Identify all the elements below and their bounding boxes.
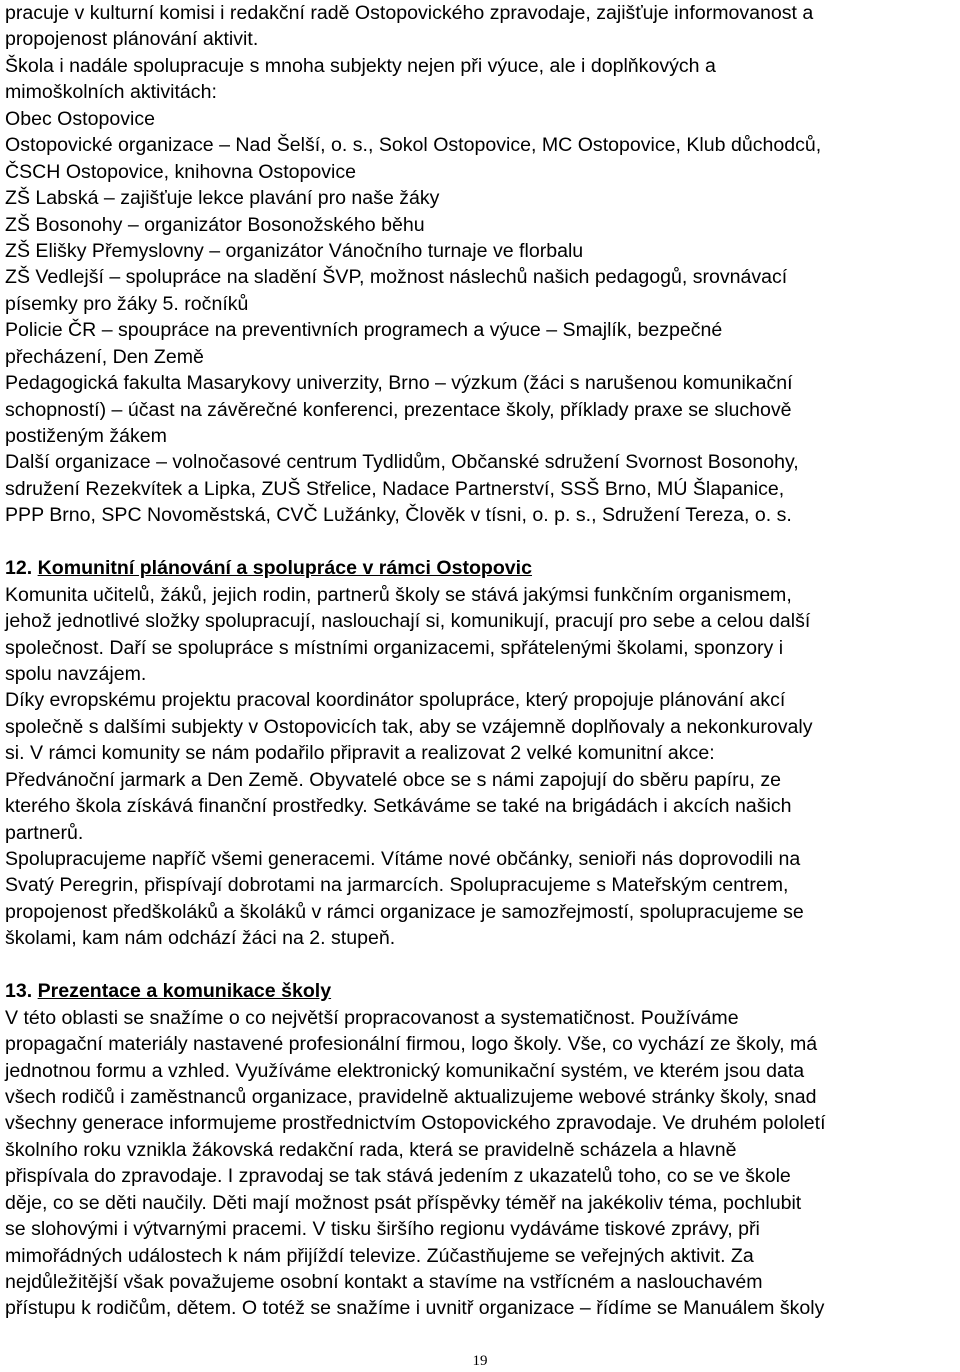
- section-13-body: [5, 1005, 957, 1322]
- text-line: propojenost plánování aktivit.: [5, 28, 259, 51]
- text-line: společně s dalšími subjekty v Ostopovicích tak, aby se vzájemně doplňovaly a nekonkurovaly: [5, 715, 813, 738]
- text-line: propagační materiály nastavené profesionální firmou, logo školy. Vše, co vychází ze školy, má: [5, 1033, 818, 1056]
- text-line: společnost. Daří se spolupráce s místními organizacemi, spřátelenými školami, sponzory i: [5, 636, 784, 659]
- text-line: přecházení, Den Země: [5, 345, 204, 368]
- text-line: jednotnou formu a vzhled. Využíváme elektronický komunikační systém, ve kterém jsou data: [5, 1059, 805, 1082]
- text-line: nejdůležitější však považujeme osobní kontakt a stavíme na vstřícném a naslouchavém: [5, 1271, 763, 1293]
- page-number: 19: [472, 1353, 488, 1369]
- text-line: V této oblasti se snažíme o co největší propracovanost a systematičnost. Používáme: [5, 1006, 739, 1029]
- text-line: sdružení Rezekvítek a Lipka, ZUŠ Střelice, Nadace Partnerství, SSŠ Brno, MÚ Šlapanice,: [5, 477, 785, 500]
- document-page: [5, 0, 957, 1322]
- text-line: kterého škola získává finanční prostředky. Setkáváme se také na brigádách i akcích našich: [5, 795, 792, 818]
- text-line: Díky evropskému projektu pracoval koordinátor spolupráce, který propojuje plánování akcí: [5, 689, 786, 712]
- text-line: Obec Ostopovice: [5, 107, 155, 130]
- text-line: Ostopovické organizace – Nad Šelší, o. s., Sokol Ostopovice, MC Ostopovice, Klub důchodců,: [5, 134, 822, 157]
- text-line: jehož jednotlivé složky spolupracují, naslouchají si, komunikují, pracují pro sebe a celou další: [5, 610, 811, 633]
- text-line: školami, kam nám odchází žáci na 2. stupeň.: [5, 927, 396, 950]
- paragraph-gap: [5, 952, 957, 978]
- text-line: školního roku vznikla žákovská redakční rada, která se pravidelně scházela a hlavně: [5, 1138, 737, 1161]
- text-line: ZŠ Elišky Přemyslovny – organizátor Vánočního turnaje ve florbalu: [5, 239, 584, 262]
- section-number: 13.: [5, 980, 33, 1003]
- text-line: pracuje v kulturní komisi i redakční radě Ostopovického zpravodaje, zajišťuje informovanost a: [5, 2, 814, 24]
- text-line: Škola i nadále spolupracuje s mnoha subjekty nejen při výuce, ale i doplňkových a: [5, 54, 716, 77]
- section-12-body: [5, 582, 957, 952]
- text-line: ZŠ Vedlejší – spolupráce na sladění ŠVP, možnost náslechů našich pedagogů, srovnávací: [5, 266, 788, 289]
- text-line: se slohovými i výtvarnými pracemi. V tisku širšího regionu vydáváme tiskové zprávy, při: [5, 1218, 760, 1241]
- intro-paragraph: [5, 0, 957, 529]
- text-line: písemky pro žáky 5. ročníků: [5, 292, 249, 315]
- text-line: všechny generace informujeme prostřednictvím Ostopovického zpravodaje. Ve druhém pololetí: [5, 1112, 826, 1135]
- section-13-heading: [5, 978, 955, 1004]
- text-line: si. V rámci komunity se nám podařilo připravit a realizovat 2 velké komunitní akce:: [5, 742, 715, 765]
- text-line: Svatý Peregrin, přispívají dobrotami na jarmarcích. Spolupracujeme s Mateřským centrem,: [5, 874, 789, 897]
- text-line: Další organizace – volnočasové centrum Tydlidům, Občanské sdružení Svornost Bosonohy,: [5, 451, 799, 474]
- text-line: Policie ČR – spoupráce na preventivních programech a výuce – Smajlík, bezpečné: [5, 319, 723, 342]
- text-line: všech rodičů i zaměstnanců organizace, pravidelně aktualizujeme webové stránky školy, snad: [5, 1085, 817, 1108]
- text-line: Komunita učitelů, žáků, jejich rodin, partnerů školy se stává jakýmsi funkčním organismem,: [5, 583, 792, 606]
- text-line: propojenost předškoláků a školáků v rámci organizace je samozřejmostí, spolupracujeme se: [5, 900, 804, 923]
- text-line: postiženým žákem: [5, 425, 167, 447]
- text-line: mimoškolních aktivitách:: [5, 81, 217, 104]
- text-line: ZŠ Bosonohy – organizátor Bosonožského běhu: [5, 213, 425, 236]
- text-line: děje, co se děti naučily. Děti mají možnost psát příspěvky téměř na jakékoliv téma, pochlubit: [5, 1191, 802, 1214]
- section-number: 12.: [5, 557, 33, 580]
- section-title: Komunitní plánování a spolupráce v rámci Ostopovic: [37, 557, 532, 580]
- text-line: partnerů.: [5, 821, 84, 844]
- text-line: přispívala do zpravodaje. I zpravodaj se tak stává jedením z ukazatelů toho, co se ve škole: [5, 1165, 791, 1188]
- section-12-heading: [5, 555, 955, 581]
- text-line: Pedagogická fakulta Masarykovy univerzity, Brno – výzkum (žáci s narušenou komunikační: [5, 372, 793, 395]
- text-line: mimořádných událostech k nám přijíždí televize. Zúčastňujeme se veřejných aktivit. Za: [5, 1244, 754, 1267]
- paragraph-gap: [5, 529, 957, 555]
- text-line: schopností) – účast na závěrečné konferenci, prezentace školy, příklady praxe se sluchově: [5, 398, 792, 421]
- text-line: ZŠ Labská – zajišťuje lekce plavání pro naše žáky: [5, 187, 440, 210]
- text-line: spolu navzájem.: [5, 662, 147, 685]
- text-line: PPP Brno, SPC Novoměstská, CVČ Lužánky, Člověk v tísni, o. p. s., Sdružení Tereza, o. s.: [5, 504, 792, 527]
- text-line: Spolupracujeme napříč všemi generacemi. Vítáme nové občánky, senioři nás doprovodili na: [5, 848, 801, 870]
- text-line: ČSCH Ostopovice, knihovna Ostopovice: [5, 160, 357, 183]
- text-line: přístupu k rodičům, dětem. O totéž se snažíme i uvnitř organizace – řídíme se Manuálem školy: [5, 1297, 825, 1320]
- section-title: Prezentace a komunikace školy: [37, 980, 332, 1003]
- text-line: Předvánoční jarmark a Den Země. Obyvatelé obce se s námi zapojují do sběru papíru, ze: [5, 768, 781, 791]
